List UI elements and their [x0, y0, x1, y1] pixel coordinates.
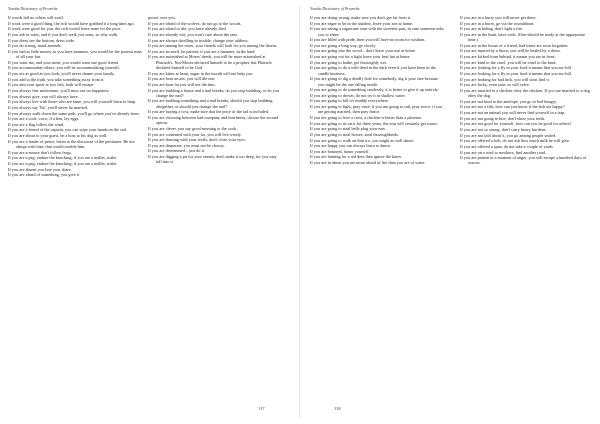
proverb-entry: If you are kicked from behind, it means you are in front.: [460, 54, 556, 60]
proverb-entry: If you always say 'No', you'll never be married.: [8, 104, 89, 110]
left-column-2: [148, 15, 282, 165]
proverb-entry: If you are going out for a fight leave your best hat at home.: [310, 54, 411, 60]
proverb-entry: If you are building a house and a nail breaks, do you stop building, or do you change the nail?: [148, 87, 280, 98]
proverb-entry: If you are not so strong, don't carry heavy burdens.: [460, 127, 547, 133]
proverb-entry: If you are determined – just do it.: [148, 148, 205, 154]
left-page: [0, 0, 298, 424]
proverb-entry: If you are a flag follow the wind.: [8, 121, 65, 127]
proverb-entry: If you are looking for a fly in your food it means that you are full.: [460, 71, 572, 77]
proverb-entry: If you are offered a bolt, do not ask how much milk he will give.: [460, 138, 570, 144]
proverb-entry: If you are not an animal you will never find yourself in a trap.: [460, 110, 566, 116]
proverb-entry: If you are married to a chicken obey the chicken. If you are married to a dog obey the dog.: [460, 87, 590, 99]
proverb-entry: If you are eager to be in the shadow, leave your axe at home.: [310, 20, 414, 26]
proverb-entry: If you are a peg, endure the knocking; if you are a mallet, strike.: [8, 155, 118, 161]
right-page: [302, 0, 600, 424]
proverb-entry: If you always live with those who are lame, you will yourself learn to limp.: [8, 99, 137, 105]
proverb-entry: If you add to the truth, you take something away from it.: [8, 76, 105, 82]
proverb-entry: If you are patient in a moment of anger, you will escape a hundred days of sorrow.: [460, 155, 587, 166]
proverb-entry: If you are born fat you will not die thin.: [148, 81, 216, 87]
proverb-entry: If you are a peg, endure the knocking; if you are a mallet, strike.: [8, 160, 118, 166]
proverb-entry: If you are dancing with your rivals, don't close your eyes.: [148, 137, 246, 143]
proverb-entry: If you are going to love a crest, a chicken is better than a phoenix.: [310, 114, 423, 120]
proverb-entry: If you are not good for yourself, how can you be good for others?: [460, 121, 572, 127]
proverb-entry: power over you.: [148, 15, 176, 20]
proverb-entry: If you are going to do a wild deed in the dark even if you have been in the candle business.: [310, 65, 436, 76]
left-column-1: [8, 15, 142, 178]
running-head: Yoruba Dictionary of Proverbs: [310, 6, 360, 11]
proverb-entry: If you are always dwelling in trouble, change your address.: [148, 37, 249, 43]
proverb-entry: If you always walk down the same path, you'll go where you've already been.: [8, 110, 140, 116]
proverb-entry: If you are afraid of the wolves, do not go to the woods.: [148, 20, 242, 26]
proverb-entry: If you are going into the wood – don't leave your axe at home.: [310, 48, 416, 54]
proverb-entry: If you are a friend of the captain, you can wipe your hands on the sail.: [8, 127, 128, 133]
right-column-1: [310, 15, 444, 166]
proverb-entry: If you are afraid to die, you have already died.: [148, 26, 227, 32]
proverb-entry: If you are going to do something carelessly, it is better to give it up entirely.: [310, 87, 439, 93]
proverb-entry: If you are in a hurry, go via the roundabout.: [460, 20, 535, 26]
proverb-entry: If you are going to bathe, get thoroughly wet.: [310, 59, 388, 65]
proverb-entry: If you are going to dig a deadly hole for somebody, dig it your size because you might be the one falling inside.: [310, 76, 439, 87]
proverb-entry: If you are going to walk on thin ice, you might as well dance.: [310, 137, 415, 143]
proverb-entry: If you had as little money as you have manners, you would be the poorest man of all your kin.: [8, 48, 142, 60]
proverb-entry: If you are a mouse don't follow frogs.: [8, 149, 73, 155]
proverb-entry: If you are contented with your lot, you will live wisely.: [148, 131, 242, 137]
proverb-entry: If you are born an ass, you will die one.: [148, 76, 216, 82]
proverb-entry: If you are on a road to nowhere, find another road.: [460, 149, 546, 155]
proverb-entry: If you are in the bush, have tools. (One should be ready at the appropriate time.): [460, 31, 586, 43]
gutter-divider: [299, 6, 300, 418]
proverb-entry: If you are doing wrong, make sure you don't get fat from it.: [310, 15, 412, 20]
page-number: 117: [258, 406, 265, 411]
proverb-entry: If you always fear misfortune, you'll miss out on happiness.: [8, 87, 110, 93]
proverb-entry: If you are happy you can always learn to dance.: [310, 143, 392, 149]
proverb-entry: If you are not told about it, you go among people sealed.: [460, 132, 557, 138]
proverb-entry: If you are filled with pride, then you will have no room for wisdom.: [310, 37, 426, 43]
proverb-entry: If you are injured by a thorn, you will be healed by a thorn.: [460, 48, 561, 54]
proverb-entry: If you are astonished at Moses' deeds, you will be more astonished at Pharaoh's. Not-Moses declared himself to be a prophet, but Pharaoh declared himself to be God.: [148, 54, 272, 70]
proverb-entry: If you are a cock, crow; if a hen, lay eggs.: [8, 116, 80, 122]
proverb-entry: If you aim your spear at two fish, both will escape.: [8, 82, 95, 88]
proverb-entry: If you are going to drown, do not try it in shallow water.: [310, 92, 406, 98]
proverb-entry: If you do wrong, mask amends.: [8, 43, 62, 49]
proverb-entry: If you are honored, honor yourself.: [310, 148, 370, 154]
proverb-entry: If you dress see the bottom, dress wide.: [8, 37, 76, 43]
proverb-entry: If you are digging a pit for your enemy, don't make it too deep, for you may fall into it.: [148, 154, 277, 165]
proverb-entry: If you are going a long way, go slowly.: [310, 42, 377, 48]
proverb-entry: If you ask in want, and if you don't walk you want, so why walk.: [8, 31, 119, 37]
proverb-entry: If you are clever, you say good morning to the cook.: [148, 125, 238, 131]
proverb-entry: If you are a leader of peace, listen to the discourse of the petitioner. Be not abrupt with him; that would trouble him.: [8, 138, 135, 149]
proverb-entry: If you are buying a cow, make sure that the price of the tail is included.: [148, 109, 269, 115]
proverb-entry: If you are looking for a fly in your food it means that you are full.: [460, 65, 572, 71]
running-head: Yoruba Dictionary of Proverbs: [8, 6, 58, 11]
proverb-entry: If you are desperate, you must not be choosy.: [148, 142, 225, 148]
proverb-entry: If you are already wet, you won't care about the rain.: [148, 31, 238, 37]
proverb-entry: If you are not going to bite, don't show your teeth.: [460, 115, 546, 121]
proverb-entry: If work were good for you, the rich would leave none for the poor.: [8, 26, 121, 32]
proverb-entry: If you are going to sit on it for three years, the seat will certainly get warm.: [310, 120, 438, 126]
proverb-entry: If you are among the roses, your friends will look for you among the thorns.: [148, 43, 278, 49]
proverb-entry: If you want me, and your meat, you would want one good friend.: [8, 59, 119, 65]
proverb-entry: If you are offered a span, do not take a couple of yards.: [460, 143, 554, 149]
proverb-entry: If you are in a hurry you will never get there.: [460, 15, 537, 20]
proverb-entry: If you are going to fall it's muddy everywhere.: [310, 98, 390, 104]
proverb-entry: If you are about to your guest, be a host to his dog as well.: [8, 133, 108, 139]
proverb-entry: If you are lucky, even your ox will calve.: [460, 82, 530, 88]
proverb-entry: If you are an anvil, be patient; if you are a hammer, strike hard.: [148, 48, 256, 54]
right-column-2: [460, 15, 594, 166]
proverb-entry: If you are not a fish, how can you know if the fish are happy?: [460, 104, 565, 110]
proverb-entry: If you are not kind to the antelope, you go to bed hungry.: [460, 98, 557, 104]
proverb-entry: If you are kind to the cruel, you will be cruel to the kind.: [460, 59, 557, 65]
page-number: 118: [334, 406, 341, 411]
proverb-entry: If you are going to steal horses, steal thoroughbreds.: [310, 131, 399, 137]
proverb-entry: If you are building something and a nail breaks, should you stop building altogether, or should you change the nail?: [148, 98, 273, 109]
proverb-entry: If you are afraid of something, you give it: [8, 172, 80, 178]
proverb-entry: If you are in about you are more afraid of fire than you are of water.: [310, 160, 426, 166]
proverb-entry: If you are hunting for a red deer then ignore the hares.: [310, 154, 403, 160]
proverb-entry: If you are choosing between bad company and loneliness, choose the second option.: [148, 114, 279, 126]
proverb-entry: If you are going to fight, pray once; if you are going to sail, pray twice; if you are getting married, then pray thrice.: [310, 104, 443, 115]
proverb-entry: If you always give, you will always have.: [8, 93, 79, 99]
proverb-entry: If you act as good as you look, you'll never shame your family.: [8, 71, 115, 77]
proverb-entry: If you are looking for bad luck, you will soon find it.: [460, 76, 550, 82]
proverb-entry: If you are in hiding, don't light a fire.: [460, 26, 524, 32]
proverb-entry: If you are absent you lose your share.: [8, 166, 72, 172]
proverb-entry: If words fall no others will avail.: [8, 15, 64, 20]
proverb-entry: If you are eating a sugarcane start with the sweetest part, in case someone asks you to share.: [310, 26, 444, 37]
proverb-entry: If you are bitter at heart, sugar in the mouth will not help you.: [148, 70, 254, 76]
proverb-entry: If you are in the house of a friend, bad times are soon forgotten.: [460, 42, 569, 48]
proverb-entry: If you accommodate others, you will be accommodating yourself.: [8, 65, 120, 71]
proverb-entry: If you are going to steal bells plug your ears.: [310, 126, 387, 132]
proverb-entry: If work were a good thing, the rich would have grabbed it a long time ago.: [8, 20, 135, 26]
